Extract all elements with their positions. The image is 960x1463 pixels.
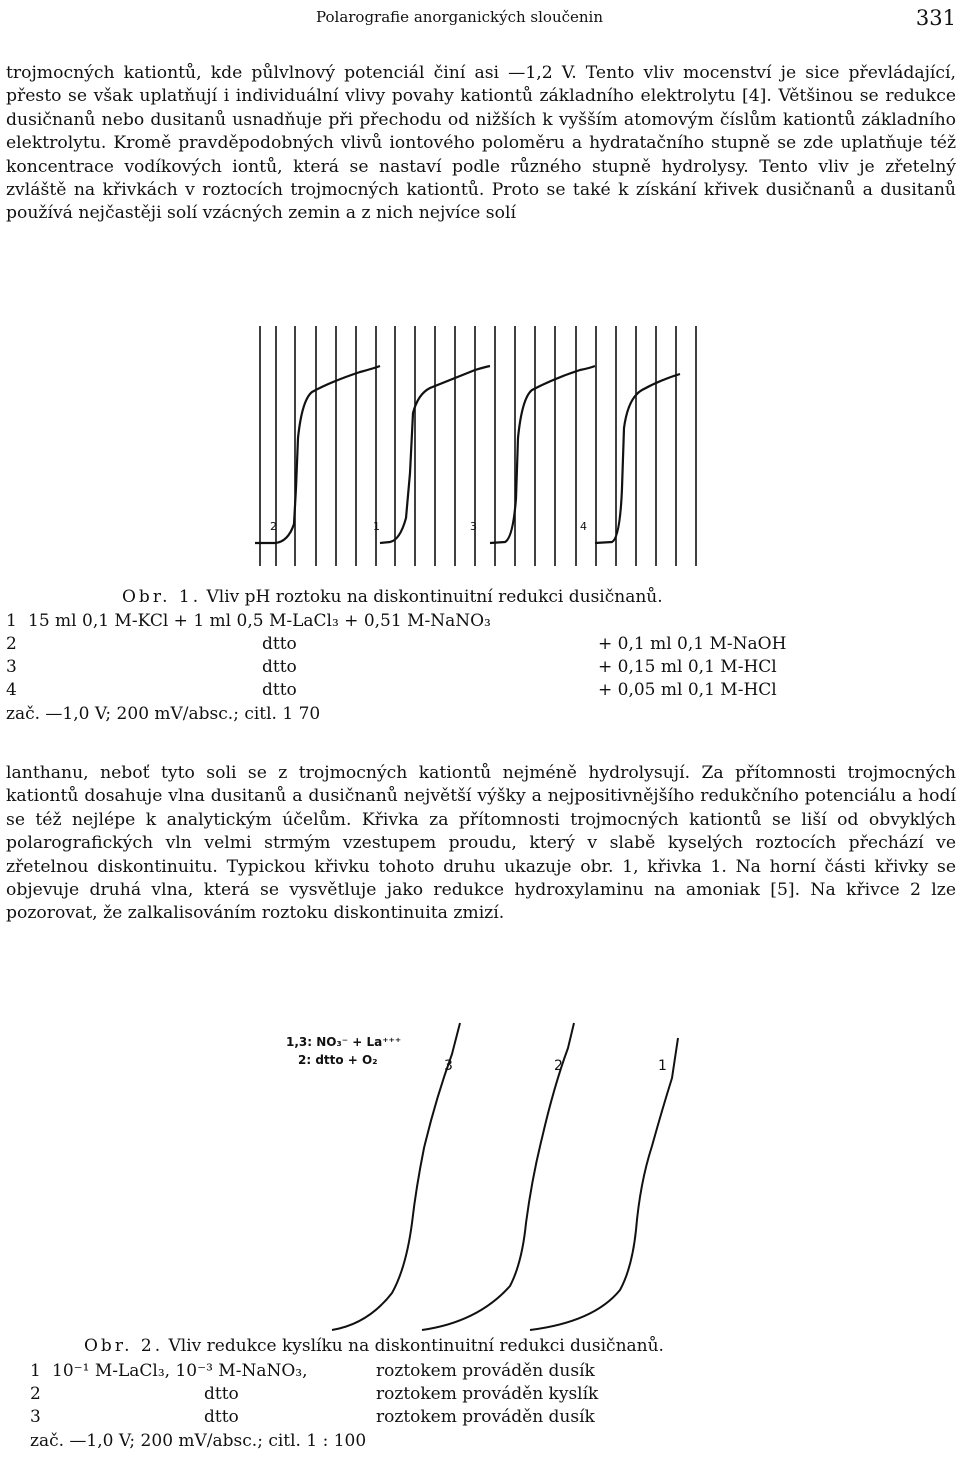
row-gas: roztokem prováděn kyslík <box>376 1384 599 1404</box>
figure-1-curve-4 <box>595 374 680 543</box>
figure-2-row <box>30 1361 930 1383</box>
row-composition: 10⁻¹ M-LaCl₃, 10⁻³ M-NaNO₃, <box>52 1361 308 1381</box>
row-composition: dtto <box>262 634 297 654</box>
row-addition: + 0,1 ml 0,1 M-NaOH <box>598 634 787 654</box>
paragraph-top: trojmocných kationtů, kde půlvlnový potenciál činí asi —1,2 V. Tento vliv mocenství je sice převládající, přesto se však uplatňují i individuální vlivy povahy kationtů základního elektrolytu [4]. Většinou se redukce dusičnanů nebo dusitanů usnadňuje při přechodu od nižších k vyšším atomovým číslům kationtů základního elektrolytu. Kromě pravděpodobných vlivů iontového poloměru a hydratačního stupně se zde uplatňuje též koncentrace vodíkových iontů, která se nastaví podle různého stupně hydrolysy. Tento vliv je zřetelný zvláště na křivkách v roztocích trojmocných kationtů. Proto se také k získání křivek dusičnanů a dusitanů používá nejčastěji solí vzácných zemin a z nich nejvíce solí <box>6 63 956 224</box>
figure-1-row <box>6 611 906 633</box>
row-addition: + 0,05 ml 0,1 M-HCl <box>598 680 777 700</box>
page-number: 331 <box>915 6 956 30</box>
figure-1-label: Obr. 1. <box>122 587 202 607</box>
row-composition: dtto <box>204 1407 239 1427</box>
figure-2-plot <box>280 1018 700 1340</box>
row-number: 1 <box>30 1361 41 1381</box>
running-title: Polarografie anorganických sloučenin <box>316 8 604 26</box>
figure-2-legend-line-2: 2: dtto + O₂ <box>298 1053 378 1067</box>
figure-2-label-2: 2 <box>554 1058 563 1074</box>
figure-1-label-4: 4 <box>580 520 587 533</box>
figure-2-row <box>30 1384 930 1406</box>
figure-1-title: Vliv pH roztoku na diskontinuitní redukci dusičnanů. <box>206 587 663 607</box>
figure-1-curve-3 <box>490 366 595 543</box>
figure-1-label-3: 3 <box>470 520 477 533</box>
row-composition: dtto <box>262 657 297 677</box>
row-gas: roztokem prováděn dusík <box>376 1361 595 1381</box>
row-number: 4 <box>6 680 17 700</box>
row-addition: + 0,15 ml 0,1 M-HCl <box>598 657 777 677</box>
row-gas: roztokem prováděn dusík <box>376 1407 595 1427</box>
figure-2-label-1: 1 <box>658 1058 667 1074</box>
figure-1-gridlines <box>260 326 696 566</box>
figure-1-label-1: 1 <box>373 520 380 533</box>
figure-2-title: Vliv redukce kyslíku na diskontinuitní redukci dusičnanů. <box>168 1336 664 1356</box>
row-number: 2 <box>30 1384 41 1404</box>
figure-1-label-2: 2 <box>270 520 277 533</box>
figure-1-row <box>6 657 906 679</box>
row-composition: dtto <box>204 1384 239 1404</box>
row-composition: 15 ml 0,1 M-KCl + 1 ml 0,5 M-LaCl₃ + 0,51 M-NaNO₃ <box>28 611 491 631</box>
figure-1-plot <box>250 318 710 570</box>
figure-2-footer: zač. —1,0 V; 200 mV/absc.; citl. 1 : 100 <box>30 1431 367 1451</box>
figure-1-row <box>6 634 906 656</box>
row-number: 2 <box>6 634 17 654</box>
figure-2-caption <box>84 1336 664 1356</box>
page-header <box>316 6 956 30</box>
figure-2-row <box>30 1407 930 1429</box>
figure-1-footer: zač. —1,0 V; 200 mV/absc.; citl. 1 70 <box>6 704 321 724</box>
figure-1-row <box>6 680 906 702</box>
paragraph-middle: lanthanu, neboť tyto soli se z trojmocných kationtů nejméně hydrolysují. Za přítomnosti trojmocných kationtů dosahuje vlna dusitanů a dusičnanů největší výšky a nejpositivnějšího redukčního potenciálu a hodí se též nejlépe k analytickým účelům. Křivka za přítomnosti trojmocných kationtů se liší od obvyklých polarografických vln velmi strmým vzestupem proudu, který v slabě kyselých roztocích přechází ve zřetelnou diskontinuitu. Typickou křivku tohoto druhu ukazuje obr. 1, křivka 1. Na horní části křivky se objevuje druhá vlna, která se vysvětluje jako redukce hydroxylaminu na amoniak [5]. Na křivce 2 lze pozorovat, že zalkalisováním roztoku diskontinuita zmizí. <box>6 763 956 924</box>
figure-2-curve-3 <box>332 1023 460 1330</box>
figure-2-label: Obr. 2. <box>84 1336 164 1356</box>
row-composition: dtto <box>262 680 297 700</box>
row-number: 3 <box>6 657 17 677</box>
figure-2-label-3: 3 <box>444 1058 453 1074</box>
row-number: 1 <box>6 611 17 631</box>
row-number: 3 <box>30 1407 41 1427</box>
figure-2-legend-line-1: 1,3: NO₃⁻ + La⁺⁺⁺ <box>286 1035 402 1049</box>
figure-1-curve-2 <box>255 366 380 543</box>
figure-1-caption <box>122 587 663 607</box>
figure-2-curve-1 <box>530 1038 678 1330</box>
